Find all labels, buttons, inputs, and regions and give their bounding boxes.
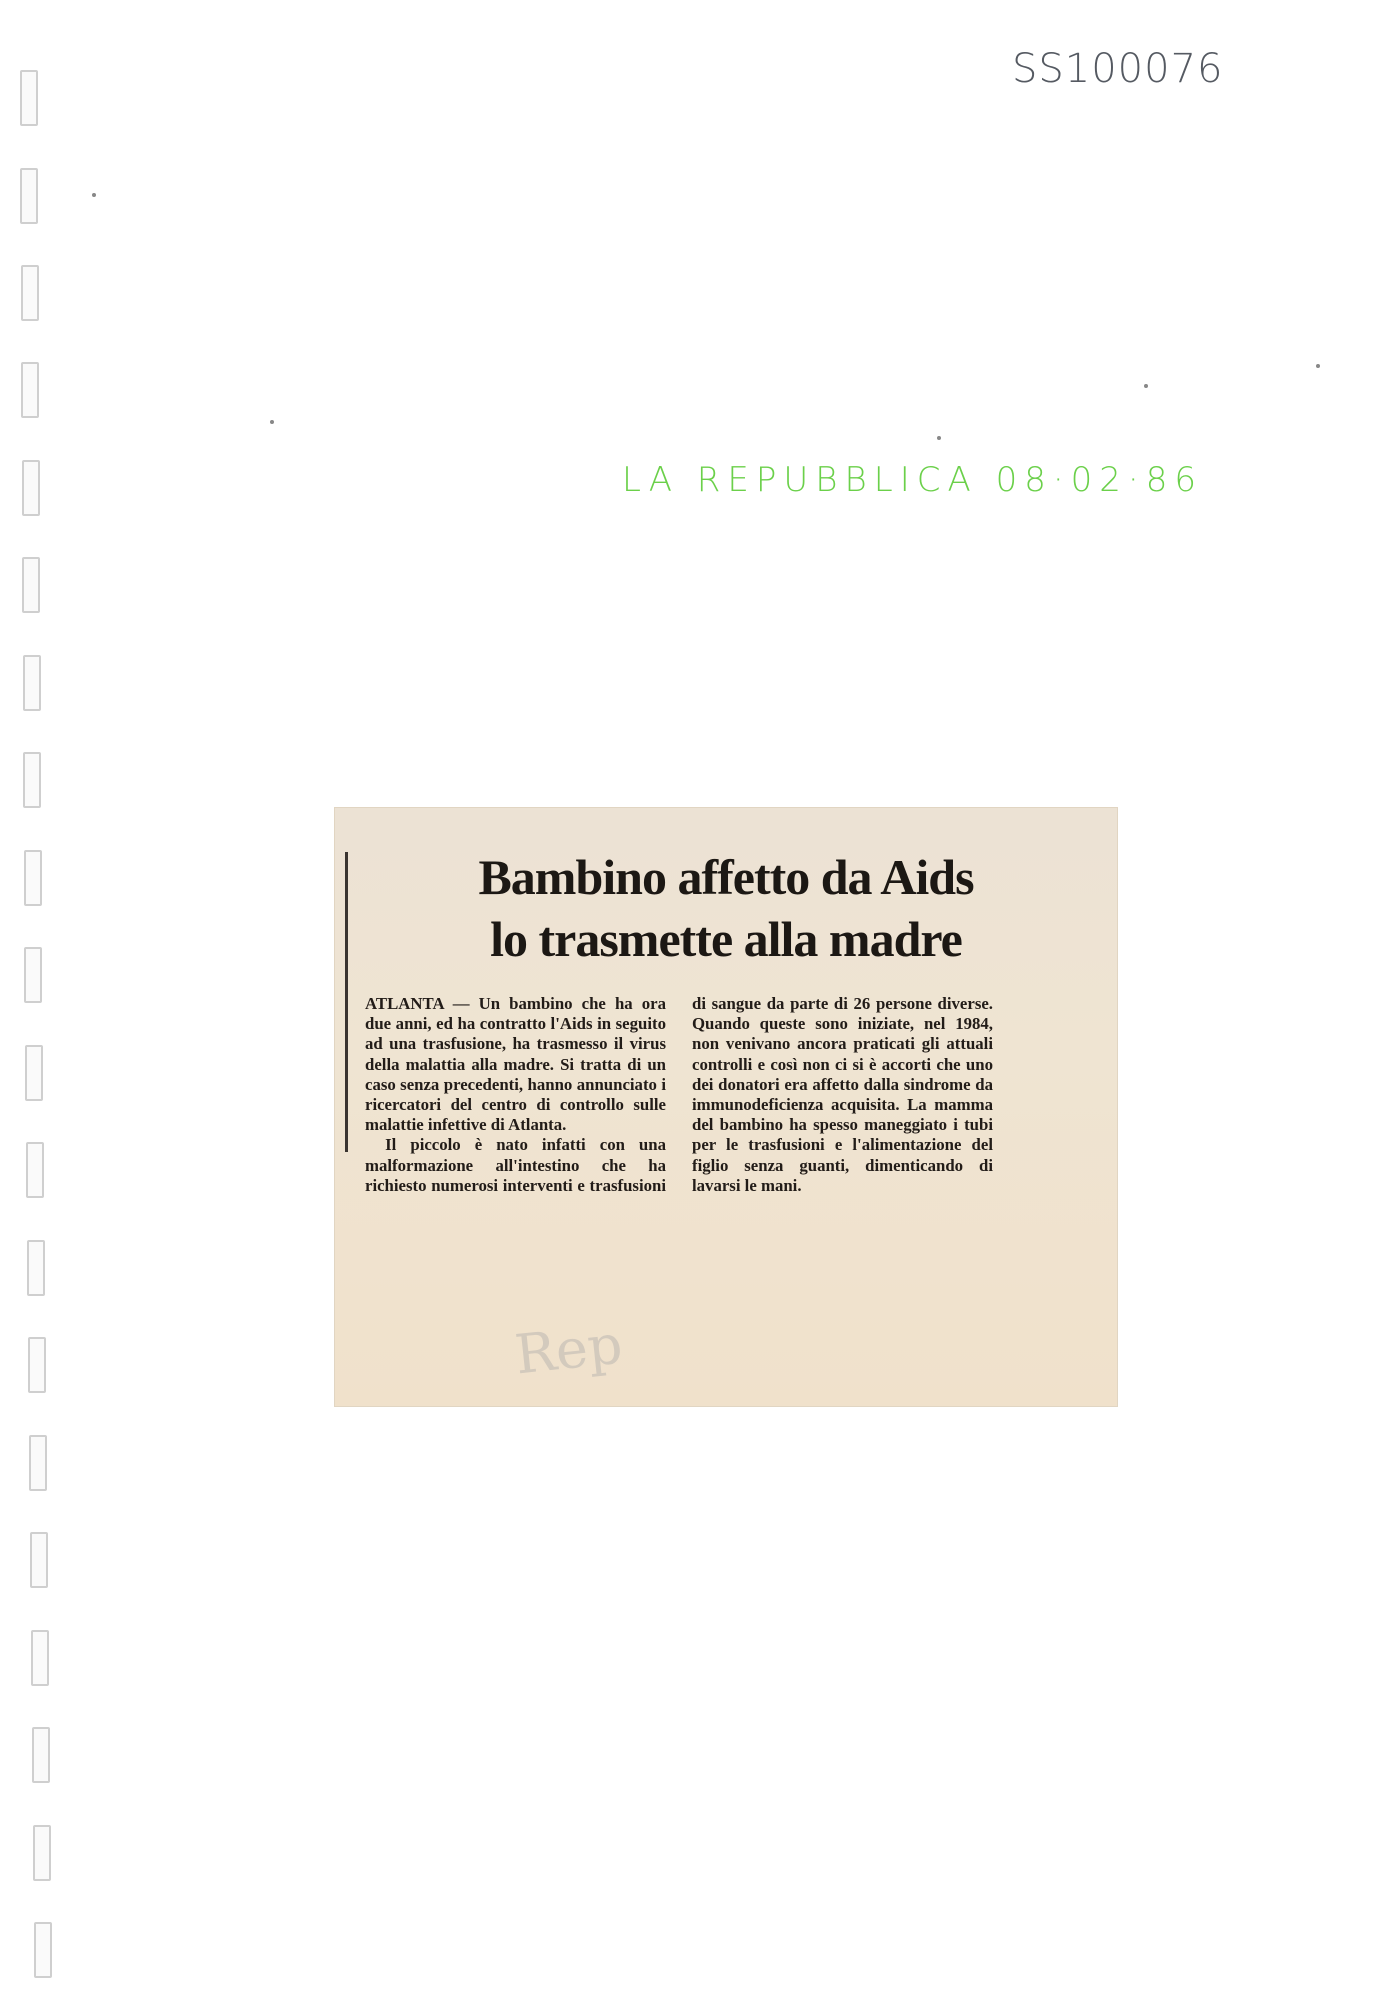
binder-hole: [31, 1630, 49, 1686]
scan-speck: [937, 436, 941, 440]
binder-hole: [29, 1435, 47, 1491]
article-body: [365, 994, 993, 1196]
headline-line: lo trasmette alla madre: [490, 911, 962, 967]
binder-hole: [32, 1727, 50, 1783]
scan-speck: [92, 193, 96, 197]
binder-hole: [23, 752, 41, 808]
binder-hole: [22, 460, 40, 516]
binder-hole: [22, 557, 40, 613]
handwritten-initials: Rep: [512, 1312, 626, 1387]
article-paragraph: Il piccolo è nato infatti con una malformazione all'intestino che ha richiesto numerosi interventi e trasfusioni di sangue da parte di 26 persone diverse. Quando queste sono iniziate, nel 1984, non venivano ancora praticati gli attuali controlli e così non ci si è accorti che uno dei donatori era affetto dalla sindrome da immunodeficienza acquisita. La mamma del bambino ha spesso maneggiato i tubi per le trasfusioni e l'alimentazione del figlio senza guanti, dimenticando di lavarsi le mani.: [365, 994, 993, 1195]
binder-hole: [23, 655, 41, 711]
binder-hole: [21, 265, 39, 321]
binder-hole: [26, 1142, 44, 1198]
binder-holes: [0, 0, 80, 2000]
source-note: LA REPUBBLICA 08·02·86: [622, 460, 1203, 500]
newspaper-clipping: [335, 808, 1117, 1406]
article-paragraph: ATLANTA — Un bambino che ha ora due anni, ed ha contratto l'Aids in seguito ad una trasfusione, ha trasmesso il virus della malattia alla madre. Si tratta di un caso senza precedenti, hanno annunciato i ricercatori del centro di controllo sulle malattie infettive di Atlanta.: [365, 994, 666, 1135]
scan-speck: [1316, 364, 1320, 368]
binder-hole: [24, 947, 42, 1003]
binder-hole: [30, 1532, 48, 1588]
binder-hole: [34, 1922, 52, 1978]
scan-speck: [1144, 384, 1148, 388]
headline-line: Bambino affetto da Aids: [478, 849, 974, 905]
article-headline: [335, 846, 1117, 970]
archive-code: SS100076: [1012, 46, 1224, 92]
binder-hole: [27, 1240, 45, 1296]
scan-speck: [270, 420, 274, 424]
binder-hole: [20, 168, 38, 224]
binder-hole: [21, 362, 39, 418]
binder-hole: [28, 1337, 46, 1393]
binder-hole: [24, 850, 42, 906]
binder-hole: [25, 1045, 43, 1101]
binder-hole: [33, 1825, 51, 1881]
binder-hole: [20, 70, 38, 126]
